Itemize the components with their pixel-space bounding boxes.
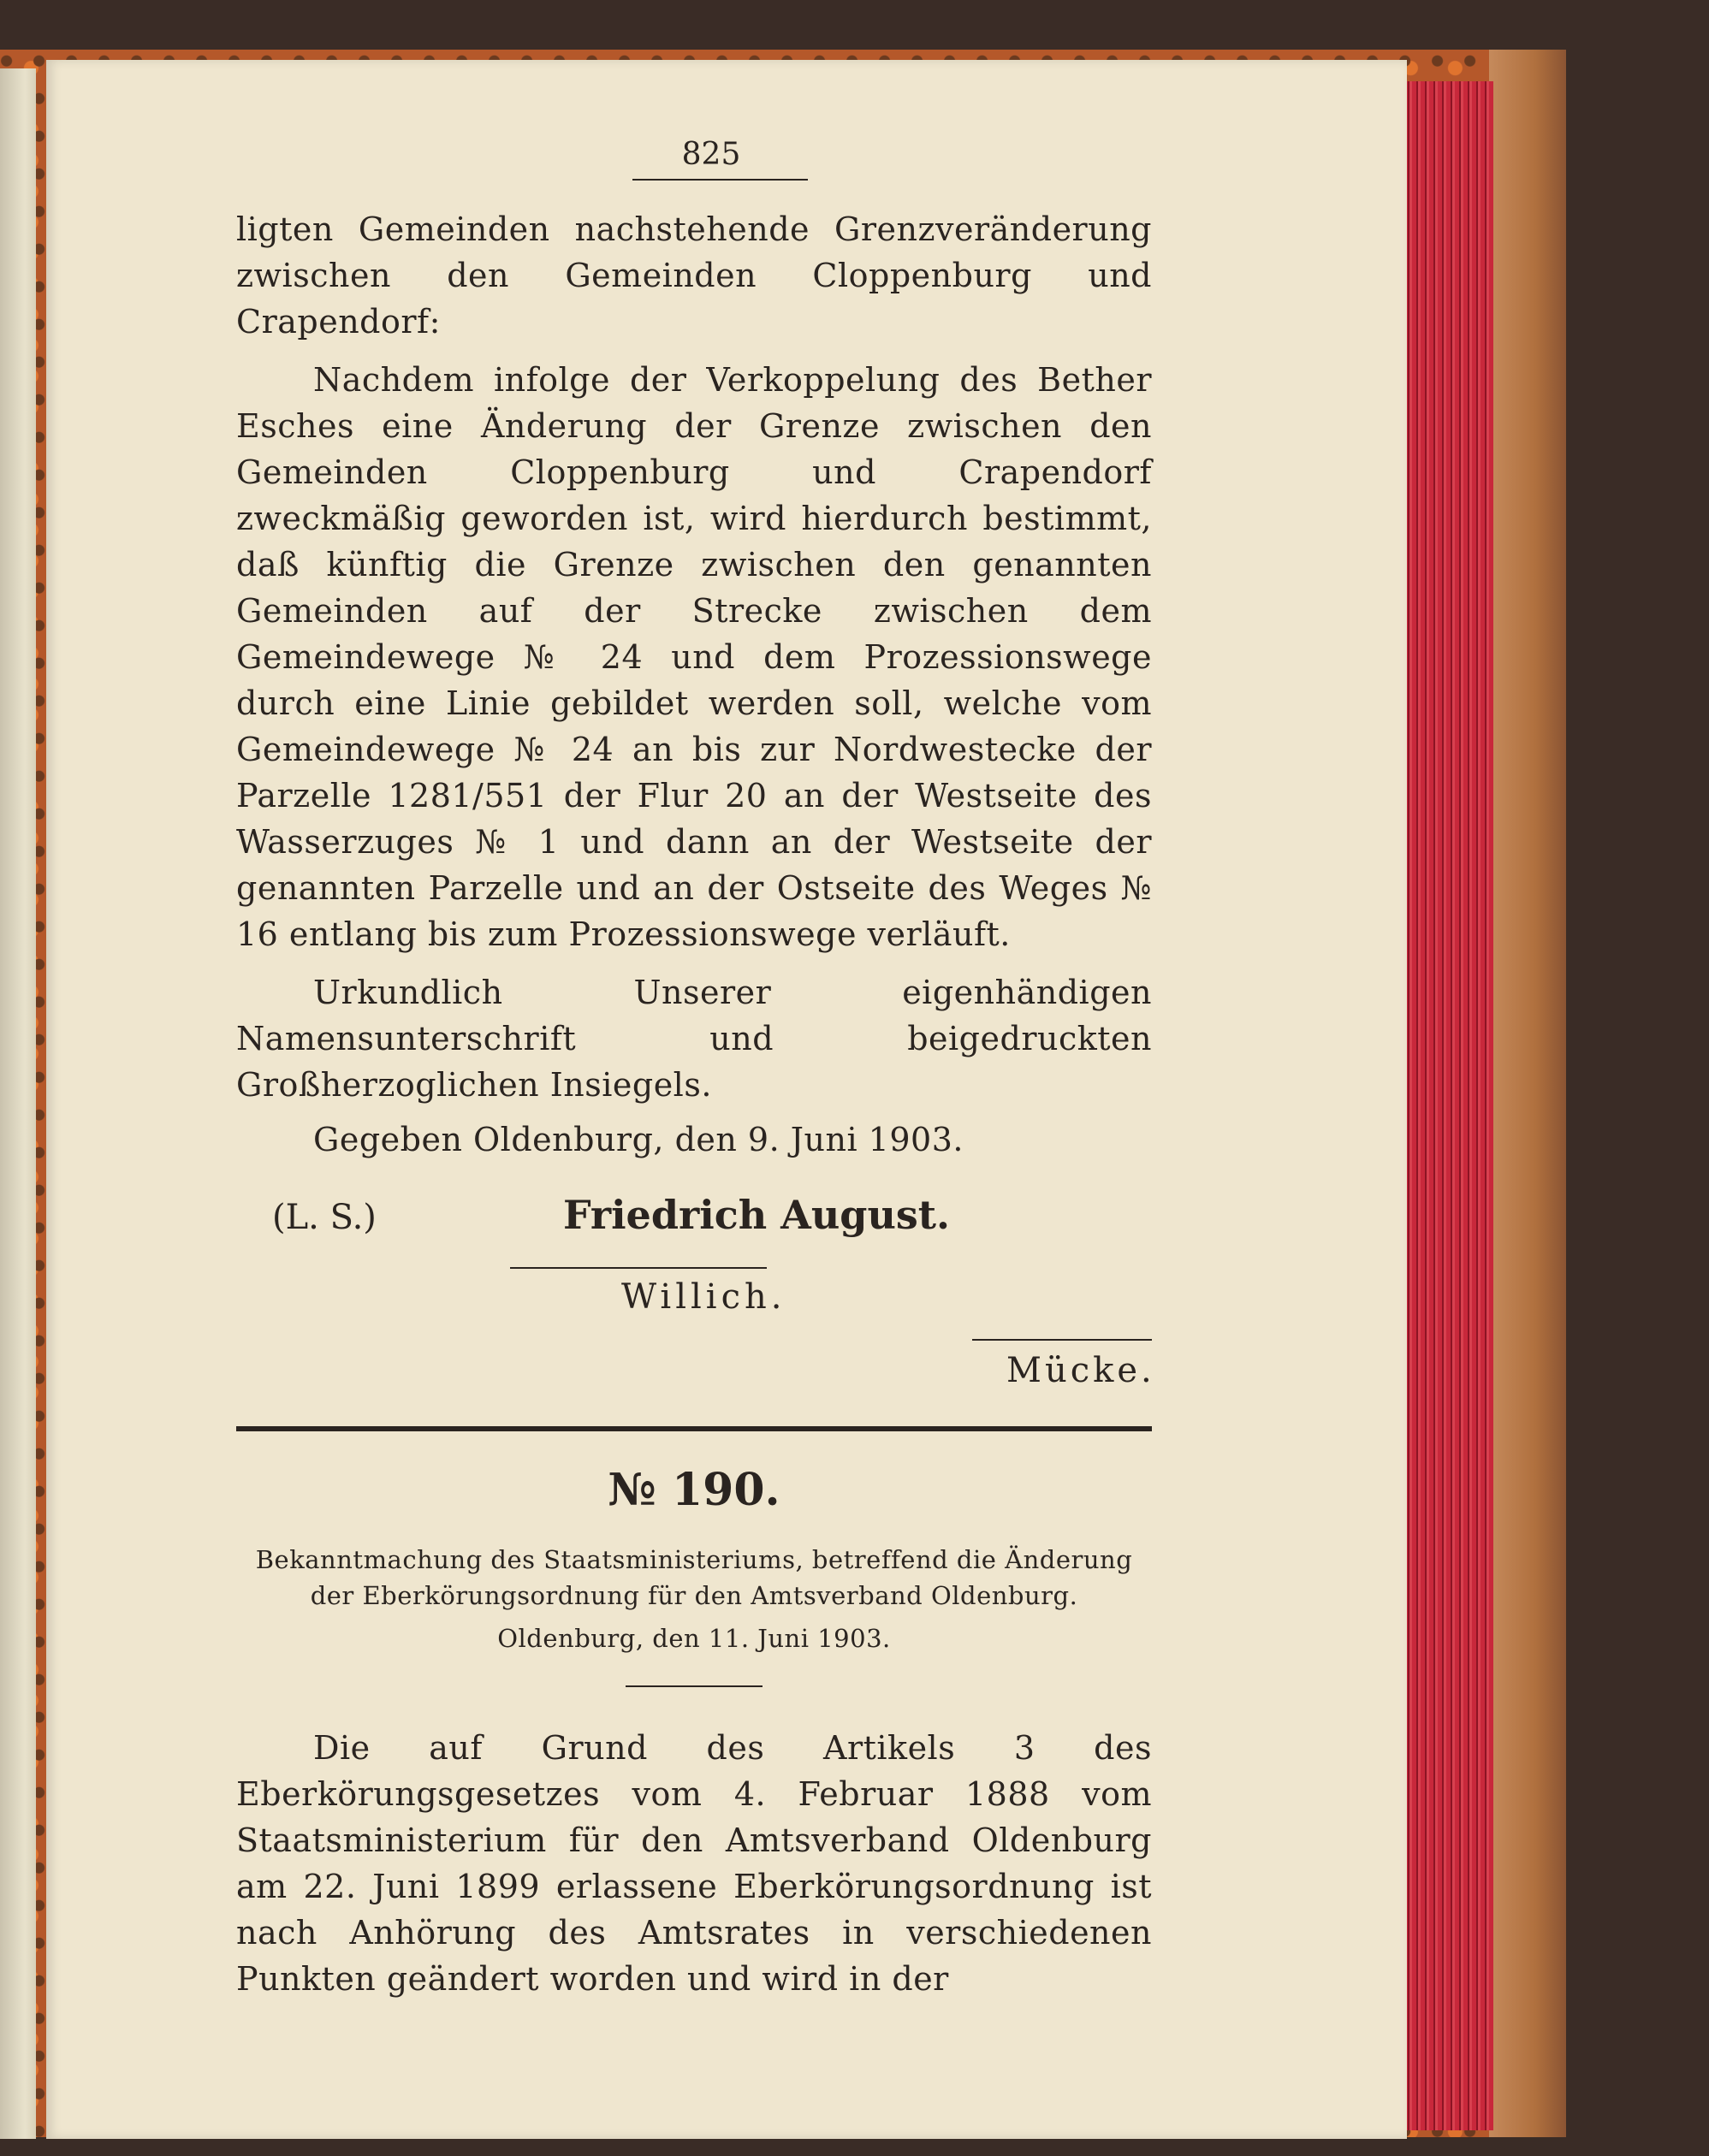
page-content [236,137,1155,2002]
signature-row [236,1192,1152,1238]
signer-name: Friedrich August. [563,1192,951,1238]
section-body: Die auf Grund des Artikels 3 des Eberkörungsgesetzes vom 4. Februar 1888 vom Staatsministerium für den Amtsverband Oldenburg am 22. Juni 1899 erlassene Eberkörungsordnung ist nach Anhörung des Amtsrates in verschiedenen Punkten geändert worden und wird in der [236,1729,1152,1998]
section-divider [236,1426,1152,1431]
section-date: Oldenburg, den 11. Juni 1903. [497,1624,891,1653]
book-cover-edge [1489,50,1566,2137]
section-number: № 190. [608,1464,780,1516]
page-number: 825 [681,137,741,172]
countersign-rule [972,1339,1152,1341]
countersigner-1: Willich. [621,1277,786,1317]
intro-paragraph: ligten Gemeinden nachstehende Grenzveränderung zwischen den Gemeinden Cloppenburg und Crapendorf: [236,210,1152,341]
section-title: Bekanntmachung des Staatsministeriums, betreffend die Änderung der Eberkörungsordnung für den Amtsverband Oldenburg. [255,1545,1133,1610]
facing-page-edge [0,68,36,2139]
countersigner-2: Mücke. [1006,1351,1155,1390]
section-rule [626,1685,763,1687]
certification-paragraph: Urkundlich Unserer eigenhändigen Namensunterschrift und beigedruckten Großherzoglichen Insiegels. [236,974,1152,1104]
decree-paragraph: Nachdem infolge der Verkoppelung des Bether Esches eine Änderung der Grenze zwischen den Gemeinden Cloppenburg und Crapendorf zweckmäßig geworden ist, wird hierdurch bestimmt, daß künftig die Grenze zwischen den genannten Gemeinden auf der Strecke zwischen dem Gemeindewege № 24 und dem Prozessionswege durch eine Linie gebildet werden soll, welche vom Gemeindewege № 24 an bis zur Nordwestecke der Parzelle 1281/551 der Flur 20 an der Westseite des Wasserzuges № 1 und dann an der Westseite der genannten Parzelle und an der Ostseite des Weges № 16 entlang bis zum Prozessionswege verläuft. [236,361,1152,953]
seal-mark: (L. S.) [272,1198,377,1237]
signature-rule [510,1267,767,1269]
page-edges [1403,81,1493,2130]
dated-line: Gegeben Oldenburg, den 9. Juni 1903. [313,1121,964,1158]
header-rule [632,179,808,181]
